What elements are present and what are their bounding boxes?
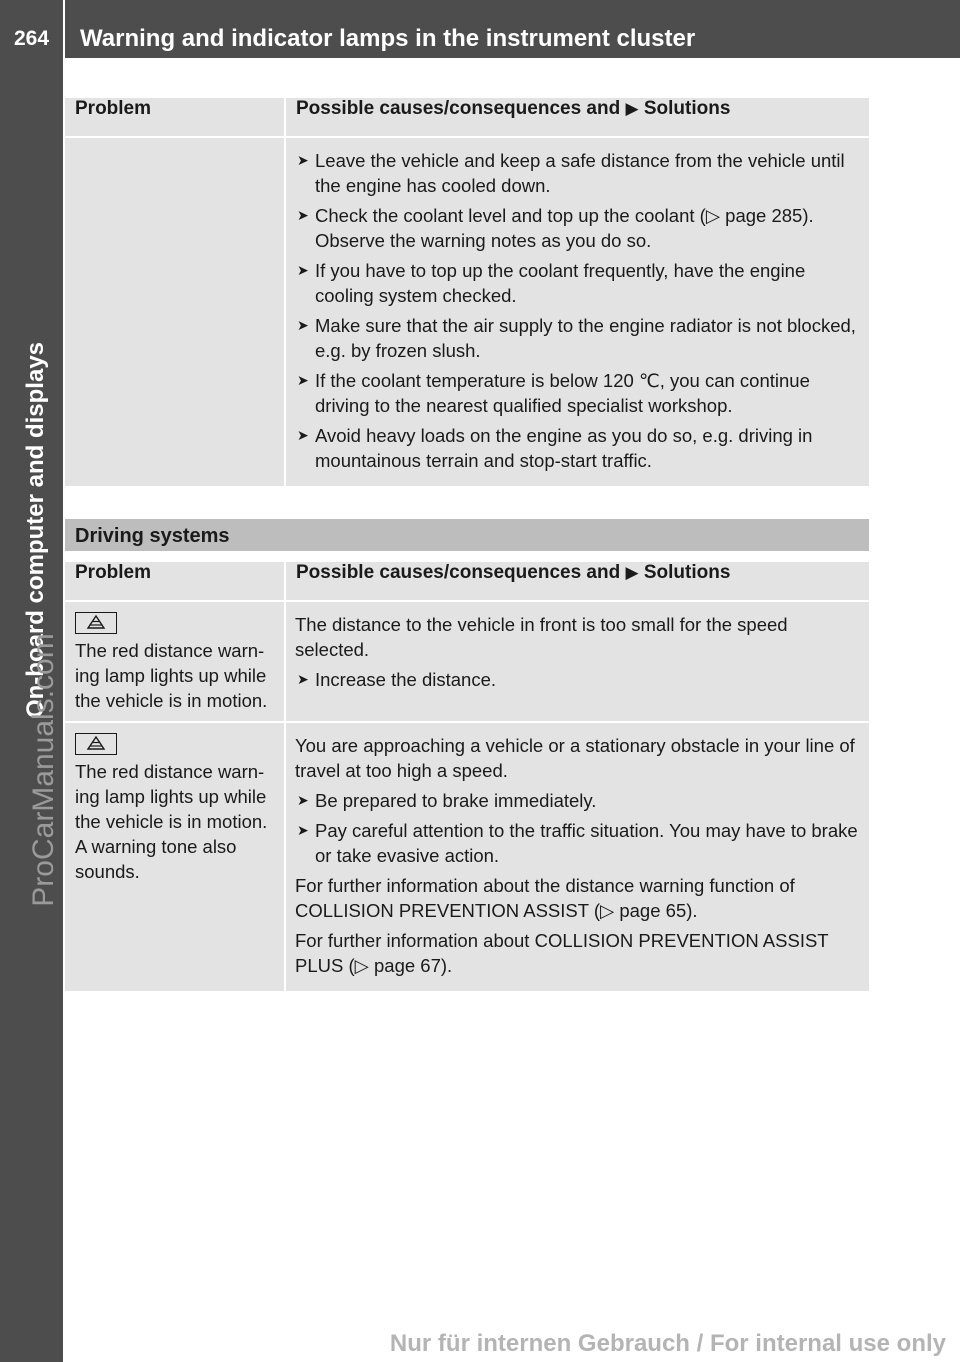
section-heading: Driving systems (65, 519, 869, 551)
bottom-watermark: Nur für internen Gebrauch / For internal use only (389, 1330, 946, 1357)
cause-text: You are approaching a vehicle or a stationary obstacle in your line of travel at too high a speed. (295, 735, 855, 781)
step-arrow-icon: ➤ (297, 427, 309, 443)
info-text: For further information about COLLISION PREVENTION ASSIST PLUS (▷ page 67). (295, 930, 829, 976)
column-header-problem: Problem (65, 562, 285, 601)
solution-step-text: Check the coolant level and top up the coolant (▷ page 285). Observe the warning notes as you do so. (315, 205, 814, 251)
solution-step (295, 368, 861, 418)
solution-step-text: Be prepared to brake immediately. (315, 790, 597, 811)
solution-step (295, 788, 861, 813)
column-header-solutions-text: Possible causes/consequences and (296, 562, 621, 583)
distance-warning-lamp-icon (75, 733, 117, 755)
column-header-solutions (285, 98, 869, 137)
column-header-solutions (285, 562, 869, 601)
solution-step-text: Make sure that the air supply to the engine radiator is not blocked, e.g. by frozen slush. (315, 315, 856, 361)
chapter-label: On-board computer and displays (22, 341, 49, 719)
solution-step-text: Avoid heavy loads on the engine as you do so, e.g. driving in mountainous terrain and stop-start traffic. (315, 425, 813, 471)
info-text: For further information about the distance warning function of COLLISION PREVENTION ASSIST (▷ page 65). (295, 875, 795, 921)
step-arrow-icon: ➤ (297, 671, 309, 687)
solution-step (295, 423, 861, 473)
step-arrow-icon: ➤ (297, 792, 309, 808)
solution-step-text: If you have to top up the coolant frequently, have the engine cooling system checked. (315, 260, 806, 306)
column-header-solutions-text: Possible causes/consequences and (296, 98, 621, 119)
table-row (65, 722, 869, 991)
table-row (65, 137, 869, 486)
solution-step (295, 258, 861, 308)
solution-step (295, 313, 861, 363)
step-arrow-icon: ➤ (297, 822, 309, 838)
solution-step-text: Pay careful attention to the traffic situation. You may have to brake or take evasive action. (315, 820, 858, 866)
solution-step-text: Increase the distance. (315, 669, 496, 690)
side-watermark: ProCarManuals.com (27, 633, 60, 907)
problem-text: The red distance warn-ing lamp lights up while the vehicle is in motion. A warning tone also sounds. (75, 761, 268, 882)
problem-cell (65, 722, 285, 991)
problem-text: The red distance warn-ing lamp lights up while the vehicle is in motion. (75, 640, 268, 711)
solution-step (295, 818, 861, 868)
column-header-solutions-suffix: Solutions (643, 98, 731, 119)
column-header-solutions-suffix: Solutions (643, 562, 731, 583)
arrow-icon: ▶ (625, 563, 639, 582)
cause-text: The distance to the vehicle in front is too small for the speed selected. (295, 614, 788, 660)
distance-warning-lamp-icon (75, 612, 117, 634)
table-header-row (65, 562, 869, 601)
page-number: 264 (13, 27, 50, 50)
solution-step-text: If the coolant temperature is below 120 ℃, you can continue driving to the nearest qualified specialist workshop. (315, 370, 810, 416)
solutions-cell (285, 601, 869, 722)
coolant-table (65, 98, 869, 486)
table-header-row (65, 98, 869, 137)
step-arrow-icon: ➤ (297, 372, 309, 388)
solution-step-text: Leave the vehicle and keep a safe distance from the vehicle until the engine has cooled down. (315, 150, 845, 196)
solution-step (295, 667, 861, 692)
arrow-icon: ▶ (625, 99, 639, 118)
problem-cell (65, 601, 285, 722)
solution-step (295, 148, 861, 198)
solutions-cell (285, 137, 869, 486)
problem-cell (65, 137, 285, 486)
column-header-problem: Problem (65, 98, 285, 137)
page-title: Warning and indicator lamps in the instrument cluster (80, 25, 696, 52)
step-arrow-icon: ➤ (297, 207, 309, 223)
driving-systems-table (65, 562, 869, 991)
step-arrow-icon: ➤ (297, 317, 309, 333)
header-divider (63, 0, 65, 58)
step-arrow-icon: ➤ (297, 262, 309, 278)
table-row (65, 601, 869, 722)
step-arrow-icon: ➤ (297, 152, 309, 168)
solution-step (295, 203, 861, 253)
solutions-cell (285, 722, 869, 991)
